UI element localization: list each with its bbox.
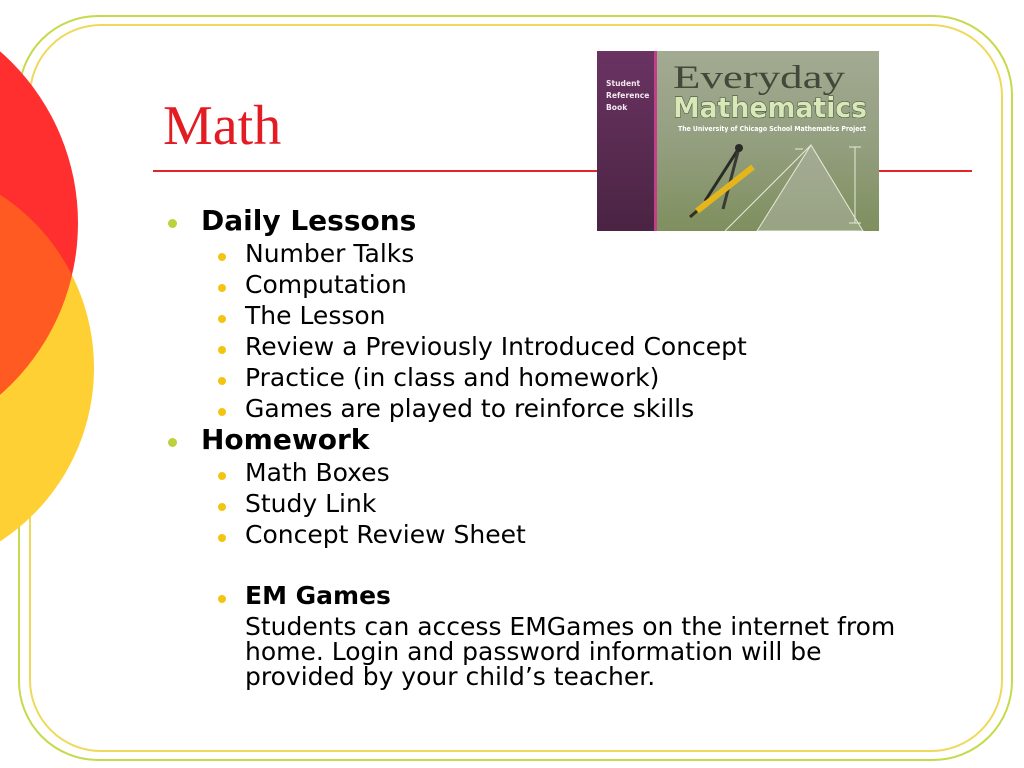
list-item-label: Concept Review Sheet — [245, 520, 526, 549]
section-heading-label: Homework — [201, 423, 370, 456]
bullet-dot — [168, 438, 177, 447]
bullet-dot — [218, 377, 226, 385]
list-item — [0, 238, 1000, 269]
list-item-label: Study Link — [245, 489, 377, 518]
list-item — [0, 519, 1000, 550]
cover-subtitle: The University of Chicago School Mathematics Project — [678, 125, 866, 133]
list-item-label: Math Boxes — [245, 458, 390, 487]
list-item — [0, 331, 1000, 362]
bullet-dot — [218, 595, 226, 603]
em-games-description: Students can access EMGames on the internet from home. Login and password information will be provided by your child’s teacher. — [245, 612, 896, 691]
spine-label-line: Book — [606, 103, 628, 112]
list-item — [0, 488, 1000, 519]
list-item — [0, 362, 1000, 393]
em-games-heading: EM Games — [245, 581, 391, 610]
section-heading-label: Daily Lessons — [201, 204, 417, 237]
list-item-em-games — [0, 580, 1000, 611]
section-heading-homework — [0, 424, 1000, 455]
list-item-label: Games are played to reinforce skills — [245, 394, 695, 423]
spine-label-line: Reference — [606, 91, 650, 100]
book-cover-image — [597, 51, 879, 231]
list-item-label: Number Talks — [245, 239, 415, 268]
bullet-dot — [218, 346, 226, 354]
bullet-dot — [218, 472, 226, 480]
list-item — [0, 457, 1000, 488]
list-item-label: Review a Previously Introduced Concept — [245, 332, 747, 361]
cover-title-main: Mathematics — [673, 91, 867, 124]
bullet-dot — [218, 503, 226, 511]
cover-band-edge — [654, 51, 657, 231]
slide-title: Math — [163, 95, 282, 157]
book-cover-art — [597, 51, 879, 231]
list-item — [0, 269, 1000, 300]
list-item — [0, 300, 1000, 331]
bullet-dot — [218, 315, 226, 323]
list-item-label: Practice (in class and homework) — [245, 363, 660, 392]
section-heading-daily-lessons — [0, 205, 1000, 236]
cover-title-top: Everyday — [673, 60, 846, 96]
bullet-dot — [218, 253, 226, 261]
list-item — [0, 393, 1000, 424]
cover-side-band — [597, 51, 655, 231]
bullet-dot — [168, 219, 177, 228]
bullet-dot — [218, 284, 226, 292]
bullet-dot — [218, 408, 226, 416]
compass-hinge — [735, 144, 743, 152]
list-item-label: The Lesson — [245, 301, 386, 330]
list-item-label: Computation — [245, 270, 407, 299]
spine-label-line: Student — [606, 79, 641, 88]
bullet-dot — [218, 534, 226, 542]
